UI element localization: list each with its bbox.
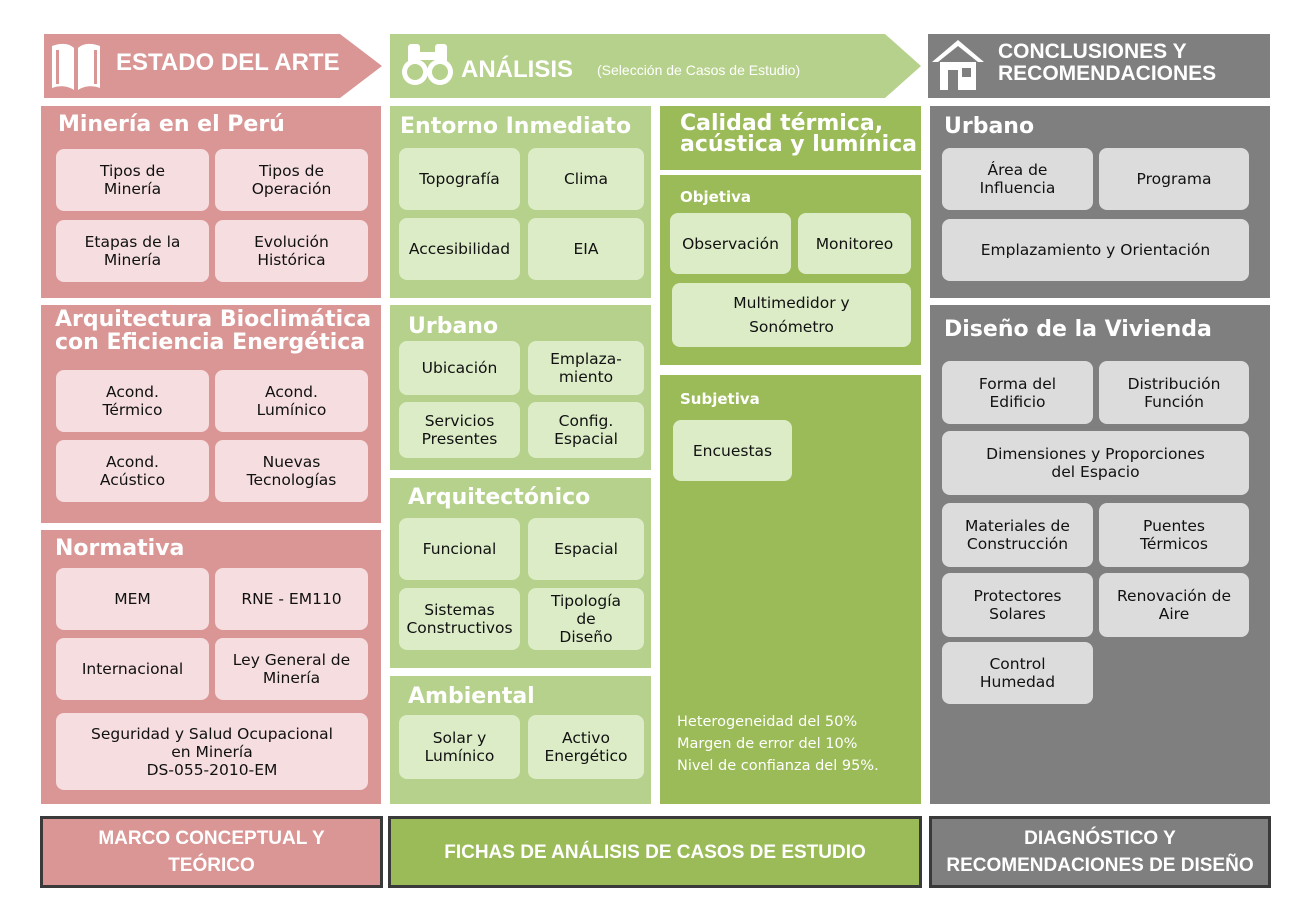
box-programa: Programa <box>1099 148 1249 210</box>
footer-marco-conceptual: MARCO CONCEPTUAL Y TEÓRICO <box>40 816 383 888</box>
box-config-espacial: Config. Espacial <box>528 402 644 458</box>
box-activo-energetico: Activo Energético <box>528 715 644 779</box>
box-puentes-termicos: Puentes Térmicos <box>1099 503 1249 567</box>
panel-diseno-title: Diseño de la Vivienda <box>944 317 1212 342</box>
panel-normativa-title: Normativa <box>55 536 185 561</box>
box-funcional: Funcional <box>399 518 520 580</box>
panel-arquitectura-bioclimatica <box>41 305 381 523</box>
box-accesibilidad: Accesibilidad <box>399 218 520 280</box>
panel-arquitectura-title-line2: con Eficiencia Energética <box>55 330 366 355</box>
box-monitoreo: Monitoreo <box>798 213 911 274</box>
box-evolucion-historica: Evolución Histórica <box>215 220 368 282</box>
panel-subjetiva <box>660 375 921 804</box>
panel-calidad-title-line1: Calidad térmica, <box>680 111 884 136</box>
panel-ambiental-title: Ambiental <box>408 684 535 709</box>
box-acond-termico: Acond. Térmico <box>56 370 209 432</box>
panel-subjetiva-title: Subjetiva <box>680 390 760 408</box>
box-multimedidor: Multimedidor y Sonómetro <box>672 283 911 347</box>
panel-urbano-conclusiones-title: Urbano <box>944 114 1035 139</box>
box-observacion: Observación <box>670 213 791 274</box>
box-distribucion-funcion: Distribución Función <box>1099 361 1249 424</box>
box-acond-luminico: Acond. Lumínico <box>215 370 368 432</box>
panel-arquitectonico-title: Arquitectónico <box>408 485 591 510</box>
box-encuestas: Encuestas <box>673 420 792 481</box>
box-forma-del-edificio: Forma del Edificio <box>942 361 1093 424</box>
panel-urbano-analisis <box>390 305 651 470</box>
header-analisis <box>461 56 800 84</box>
header-estado-del-arte <box>116 49 340 77</box>
box-tipos-de-mineria: Tipos de Minería <box>56 149 209 211</box>
box-etapas-de-la-mineria: Etapas de la Minería <box>56 220 209 282</box>
header-conclusiones-line2: RECOMENDACIONES <box>998 62 1217 85</box>
panel-calidad <box>660 106 921 170</box>
box-tipos-de-operacion: Tipos de Operación <box>215 149 368 211</box>
box-internacional: Internacional <box>56 638 209 700</box>
panel-entorno-inmediato <box>390 106 651 298</box>
box-espacial: Espacial <box>528 518 644 580</box>
header-conclusiones <box>998 41 1216 85</box>
panel-arquitectonico <box>390 478 651 668</box>
footer-diagnostico: DIAGNÓSTICO Y RECOMENDACIONES DE DISEÑO <box>929 816 1271 888</box>
box-topografia: Topografía <box>399 148 520 210</box>
box-control-humedad: Control Humedad <box>942 642 1093 704</box>
panel-urbano-conclusiones <box>930 106 1270 298</box>
panel-diseno-de-la-vivienda <box>930 305 1270 804</box>
box-ley-general-de-mineria: Ley General de Minería <box>215 638 368 700</box>
panel-arquitectura-title-line1: Arquitectura Bioclimática <box>55 307 372 332</box>
box-acond-acustico: Acond. Acústico <box>56 440 209 502</box>
panel-calidad-title-line2: acústica y lumínica <box>680 132 918 157</box>
box-seguridad-y-salud: Seguridad y Salud Ocupacional en Minería DS-055-2010-EM <box>56 713 368 790</box>
panel-ambiental <box>390 676 651 804</box>
box-mem: MEM <box>56 568 209 630</box>
panel-mineria <box>41 106 381 298</box>
header-analisis-title: ANÁLISIS <box>461 56 574 83</box>
box-nuevas-tecnologias: Nuevas Tecnologías <box>215 440 368 502</box>
box-area-de-influencia: Área de Influencia <box>942 148 1093 210</box>
panel-normativa <box>41 530 381 804</box>
header-conclusiones-line1: CONCLUSIONES Y <box>998 40 1187 63</box>
header-analisis-subtitle: (Selección de Casos de Estudio) <box>597 62 801 78</box>
box-rne-em110: RNE - EM110 <box>215 568 368 630</box>
box-solar-y-luminico: Solar y Lumínico <box>399 715 520 779</box>
panel-objetiva <box>660 175 921 365</box>
box-protectores-solares: Protectores Solares <box>942 573 1093 637</box>
box-emplazamiento: Emplaza- miento <box>528 341 644 395</box>
box-dimensiones-y-proporciones: Dimensiones y Proporciones del Espacio <box>942 431 1249 495</box>
box-eia: EIA <box>528 218 644 280</box>
box-sistemas-constructivos: Sistemas Constructivos <box>399 588 520 650</box>
box-ubicacion: Ubicación <box>399 341 520 395</box>
panel-urbano-analisis-title: Urbano <box>408 314 499 339</box>
box-clima: Clima <box>528 148 644 210</box>
footer-fichas-de-analisis: FICHAS DE ANÁLISIS DE CASOS DE ESTUDIO <box>388 816 922 888</box>
panel-entorno-title: Entorno Inmediato <box>400 114 632 139</box>
box-servicios-presentes: Servicios Presentes <box>399 402 520 458</box>
subjetiva-note: Heterogeneidad del 50% Margen de error del 10% Nivel de confianza del 95%. <box>677 714 879 774</box>
box-emplazamiento-y-orientacion: Emplazamiento y Orientación <box>942 219 1249 281</box>
panel-mineria-title: Minería en el Perú <box>58 112 285 137</box>
box-renovacion-de-aire: Renovación de Aire <box>1099 573 1249 637</box>
box-materiales-de-construccion: Materiales de Construcción <box>942 503 1093 567</box>
panel-objetiva-title: Objetiva <box>680 188 752 206</box>
header-estado-title: ESTADO DEL ARTE <box>116 49 340 76</box>
box-tipologia-de-diseno: Tipología de Diseño <box>528 588 644 650</box>
